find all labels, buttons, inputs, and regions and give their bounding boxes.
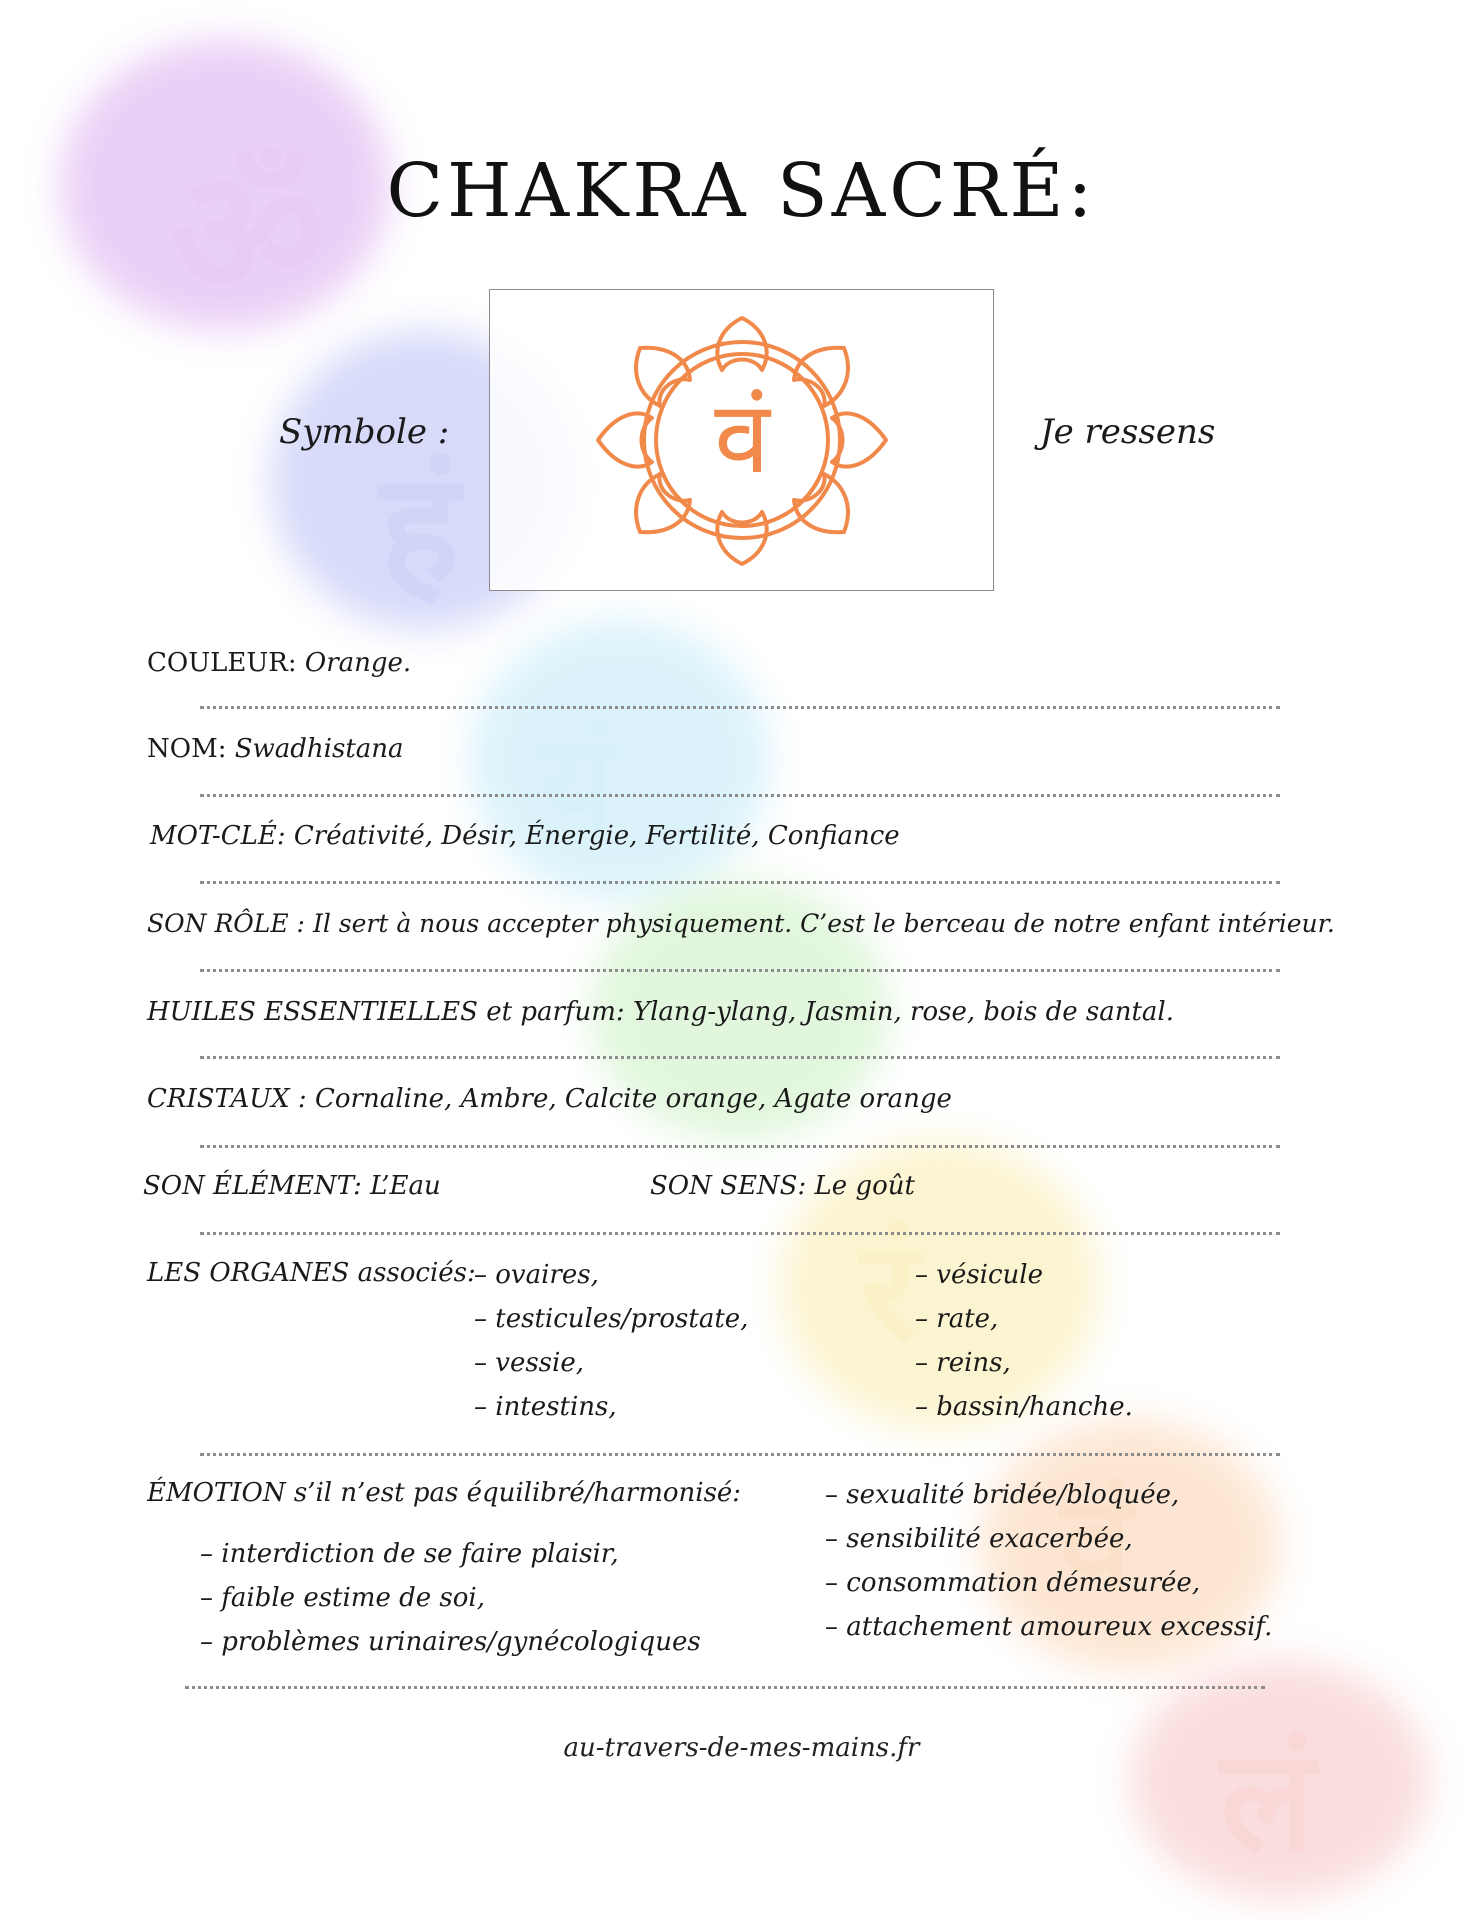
divider — [200, 706, 1280, 709]
element-row — [143, 1171, 441, 1201]
mot-cle-row — [150, 821, 900, 851]
couleur-value: Orange. — [304, 648, 412, 678]
cristaux-value: Cornaline, Ambre, Calcite orange, Agate orange — [314, 1084, 952, 1114]
role-key: SON RÔLE : — [147, 909, 305, 938]
nom-value: Swadhistana — [234, 734, 404, 764]
vam-glyph: वं — [714, 379, 770, 496]
list-item: – problèmes urinaires/gynécologiques — [200, 1627, 701, 1657]
huiles-row — [147, 997, 1174, 1027]
sens-key: SON SENS: — [650, 1171, 807, 1201]
ram-watermark: रं — [860, 1209, 918, 1373]
footer-url: au-travers-de-mes-mains.fr — [563, 1733, 920, 1763]
organes-list-2 — [915, 1253, 1133, 1429]
divider — [200, 1145, 1280, 1148]
sacral-chakra-icon — [490, 290, 995, 592]
list-item: – consommation démesurée, — [825, 1568, 1201, 1598]
list-item: – sexualité bridée/bloquée, — [825, 1480, 1180, 1510]
divider — [200, 794, 1280, 797]
list-item: – faible estime de soi, — [200, 1583, 485, 1613]
emotion-suffix: s’il n’est pas équilibré/harmonisé: — [293, 1478, 742, 1508]
couleur-row — [147, 648, 411, 678]
list-item: – intestins, — [474, 1392, 617, 1422]
nom-key: NOM: — [147, 734, 227, 764]
huiles-value: et parfum: Ylang-ylang, Jasmin, rose, bois de santal. — [486, 997, 1175, 1027]
om-watermark: ॐ — [170, 133, 326, 333]
symbol-label: Symbole : — [279, 412, 450, 452]
element-value: L’Eau — [370, 1171, 441, 1201]
organes-label — [147, 1258, 476, 1288]
symbol-frame — [489, 289, 994, 591]
cristaux-row — [147, 1084, 952, 1114]
organes-list-1 — [474, 1253, 748, 1429]
huiles-key: HUILES ESSENTIELLES — [147, 997, 478, 1027]
organes-key: LES ORGANES — [147, 1258, 350, 1288]
divider — [200, 969, 1280, 972]
emotion-list-1 — [200, 1532, 701, 1664]
mot-cle-value: Créativité, Désir, Énergie, Fertilité, Confiance — [293, 821, 900, 851]
divider — [200, 1056, 1280, 1059]
list-item: – attachement amoureux excessif. — [825, 1612, 1273, 1642]
list-item: – ovaires, — [474, 1260, 599, 1290]
ham-watermark: हं — [380, 440, 460, 616]
divider — [200, 881, 1280, 884]
sens-row — [650, 1171, 915, 1201]
divider — [185, 1686, 1265, 1689]
couleur-key: COULEUR: — [147, 648, 297, 678]
divider — [200, 1453, 1280, 1456]
sens-value: Le goût — [814, 1171, 915, 1201]
mot-cle-key: MOT-CLÉ: — [150, 821, 286, 851]
element-key: SON ÉLÉMENT: — [143, 1171, 362, 1201]
list-item: – interdiction de se faire plaisir, — [200, 1539, 619, 1569]
lam-watermark: लं — [1220, 1719, 1315, 1883]
feeling-label: Je ressens — [1040, 412, 1216, 452]
role-row — [147, 909, 1335, 938]
nom-row — [147, 734, 404, 764]
emotion-label — [147, 1478, 741, 1508]
emotion-key: ÉMOTION — [147, 1478, 286, 1508]
list-item: – bassin/hanche. — [915, 1392, 1133, 1422]
divider — [200, 1232, 1280, 1235]
bg-blue-blob — [470, 620, 770, 900]
page-title: CHAKRA SACRÉ: — [386, 148, 1097, 234]
list-item: – rate, — [915, 1304, 999, 1334]
vam-watermark: वं — [1060, 1466, 1133, 1619]
organes-suffix: associés: — [357, 1258, 476, 1288]
cristaux-key: CRISTAUX : — [147, 1084, 307, 1114]
role-value: Il sert à nous accepter physiquement. C’est le berceau de notre enfant intérieur. — [312, 909, 1335, 938]
list-item: – vessie, — [474, 1348, 584, 1378]
list-item: – testicules/prostate, — [474, 1304, 749, 1334]
emotion-list-2 — [825, 1473, 1272, 1649]
yam-watermark: यं — [540, 706, 616, 859]
list-item: – vésicule — [915, 1260, 1044, 1290]
list-item: – reins, — [915, 1348, 1011, 1378]
list-item: – sensibilité exacerbée, — [825, 1524, 1133, 1554]
